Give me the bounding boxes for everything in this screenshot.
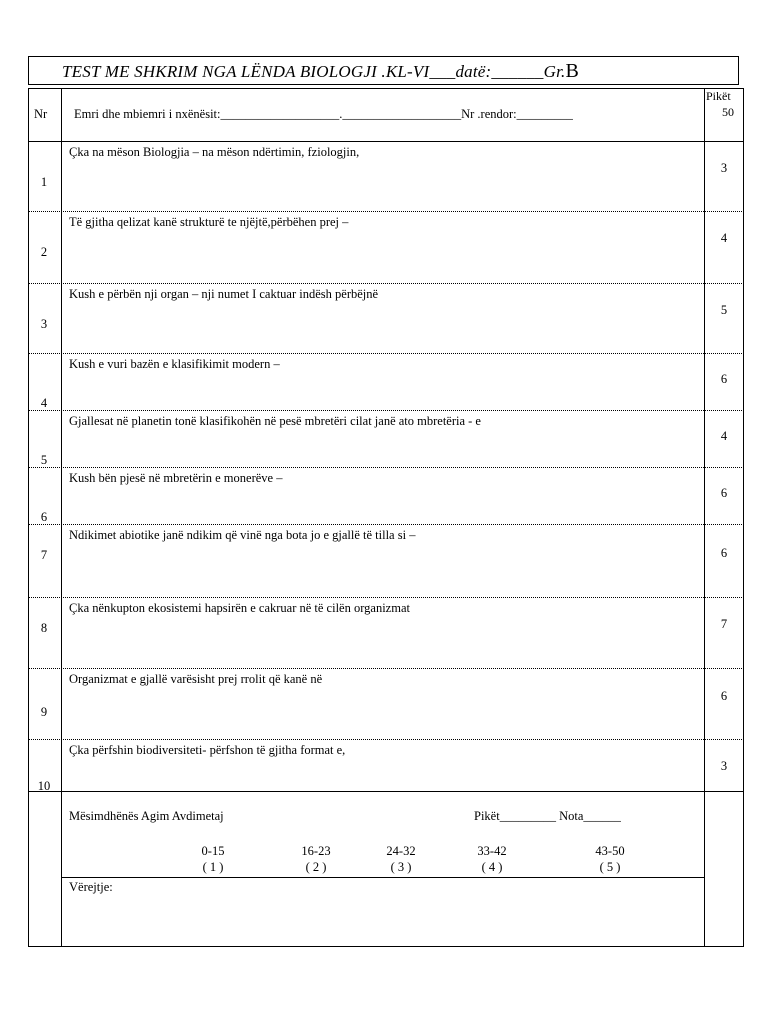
question-number: 5 bbox=[40, 453, 48, 467]
question-number: 10 bbox=[37, 779, 51, 793]
remarks-label: Vërejtje: bbox=[69, 880, 113, 894]
row-divider bbox=[28, 739, 744, 740]
question-number: 3 bbox=[40, 317, 48, 331]
question-points: 4 bbox=[720, 429, 728, 443]
header-divider bbox=[28, 141, 744, 142]
row-divider bbox=[28, 211, 744, 212]
question-text: Ndikimet abiotike janë ndikim që vinë nga bota jo e gjallë të tilla si – bbox=[69, 528, 416, 542]
question-number: 7 bbox=[40, 548, 48, 562]
teacher-name: Mësimdhënës Agim Avdimetaj bbox=[69, 809, 224, 823]
question-text: Gjallesat në planetin tonë klasifikohën në pesë mbretëri cilat janë ato mbretëria - e bbox=[69, 414, 481, 428]
question-points: 6 bbox=[720, 372, 728, 386]
points-header: Pikët bbox=[706, 89, 731, 103]
grade-scale-2: 16-23 ( 2 ) bbox=[301, 844, 331, 874]
grade-scale-1: 0-15 ( 1 ) bbox=[201, 844, 225, 874]
points-grade-line[interactable]: Pikët_________ Nota______ bbox=[474, 809, 621, 823]
question-points: 7 bbox=[720, 617, 728, 631]
question-number: 1 bbox=[40, 175, 48, 189]
row-divider bbox=[28, 791, 744, 792]
question-number: 9 bbox=[40, 705, 48, 719]
question-text: Çka përfshin biodiversiteti- përfshon të gjitha format e, bbox=[69, 743, 346, 757]
student-name-field[interactable]: Emri dhe mbiemri i nxënësit:___________________.___________________Nr .rendor:_________ bbox=[74, 107, 573, 121]
points-total: 50 bbox=[722, 105, 734, 119]
question-number: 4 bbox=[40, 396, 48, 410]
question-text: Kush bën pjesë në mbretërin e monerëve – bbox=[69, 471, 283, 485]
question-text: Kush e vuri bazën e klasifikimit modern – bbox=[69, 357, 280, 371]
row-divider bbox=[28, 410, 744, 411]
grade-scale-3: 24-32 ( 3 ) bbox=[386, 844, 416, 874]
row-divider bbox=[28, 467, 744, 468]
question-text: Organizmat e gjallë varësisht prej rrolit që kanë në bbox=[69, 672, 323, 686]
remarks-divider bbox=[61, 877, 705, 878]
points-column-divider bbox=[704, 88, 705, 947]
question-points: 5 bbox=[720, 303, 728, 317]
grade-scale-4: 33-42 ( 4 ) bbox=[477, 844, 507, 874]
question-points: 4 bbox=[720, 231, 728, 245]
row-divider bbox=[28, 668, 744, 669]
nr-header: Nr bbox=[34, 107, 48, 121]
test-group: B bbox=[565, 60, 580, 82]
question-text: Të gjitha qelizat kanë strukturë te njëjtë,përbëhen prej – bbox=[69, 215, 349, 229]
question-points: 6 bbox=[720, 689, 728, 703]
question-points: 6 bbox=[720, 486, 728, 500]
question-points: 6 bbox=[720, 546, 728, 560]
row-divider bbox=[28, 597, 744, 598]
row-divider bbox=[28, 524, 744, 525]
grade-scale-5: 43-50 ( 5 ) bbox=[595, 844, 625, 874]
question-number: 6 bbox=[40, 510, 48, 524]
question-text: Kush e përbën nji organ – nji numet I caktuar indësh përbëjnë bbox=[69, 287, 379, 301]
question-text: Çka nënkupton ekosistemi hapsirën e cakruar në të cilën organizmat bbox=[69, 601, 410, 615]
nr-column-divider bbox=[61, 88, 62, 947]
row-divider bbox=[28, 283, 744, 284]
question-text: Çka na mëson Biologjia – na mëson ndërtimin, fziologjin, bbox=[69, 145, 360, 159]
question-number: 8 bbox=[40, 621, 48, 635]
row-divider bbox=[28, 353, 744, 354]
test-title: TEST ME SHKRIM NGA LËNDA BIOLOGJI .KL-VI___datë:______Gr.B bbox=[62, 60, 580, 82]
question-number: 2 bbox=[40, 245, 48, 259]
question-points: 3 bbox=[720, 161, 728, 175]
question-points: 3 bbox=[720, 759, 728, 773]
